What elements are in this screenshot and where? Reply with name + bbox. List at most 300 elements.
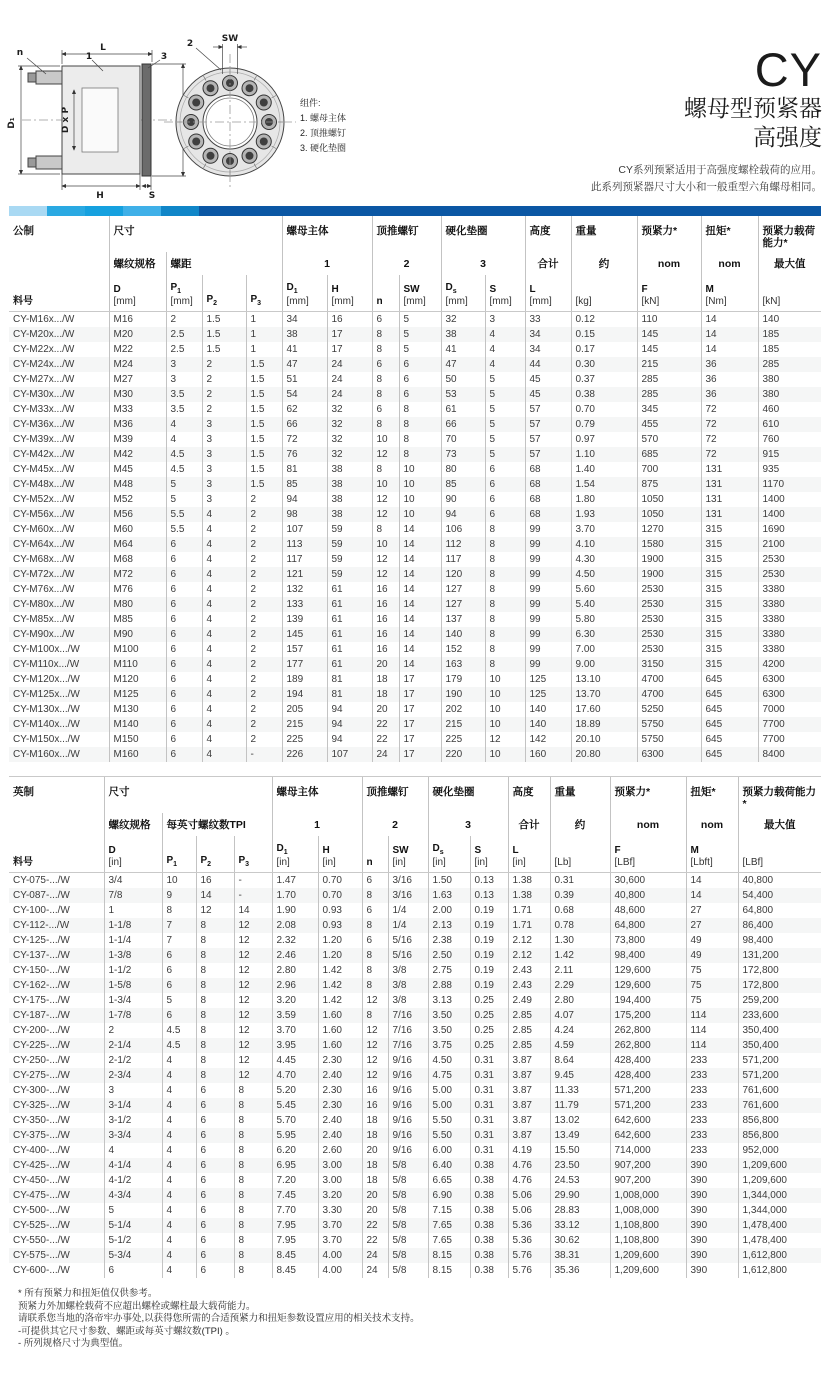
table-cell: 8 bbox=[399, 417, 441, 432]
table-cell: 6 bbox=[362, 933, 388, 948]
table-cell: 45 bbox=[525, 372, 571, 387]
table-cell: CY-M100x.../W bbox=[13, 644, 80, 655]
table-cell: 0.15 bbox=[571, 327, 637, 342]
header-cell: $P_1$ [mm] bbox=[166, 275, 202, 312]
table-cell: 7 bbox=[162, 933, 196, 948]
table-cell: 0.19 bbox=[470, 963, 508, 978]
table-cell: 1.63 bbox=[428, 888, 470, 903]
table-cell: 3.00 bbox=[318, 1158, 362, 1173]
table-cell: M120 bbox=[109, 672, 166, 687]
table-cell: 50 bbox=[441, 372, 485, 387]
table-cell: 185 bbox=[758, 342, 821, 357]
table-cell: 6.65 bbox=[428, 1173, 470, 1188]
table-cell: 36 bbox=[701, 357, 758, 372]
header-cell: 2 bbox=[372, 252, 441, 275]
table-cell: 315 bbox=[701, 582, 758, 597]
table-cell: 315 bbox=[701, 657, 758, 672]
table-cell: 7/16 bbox=[388, 1023, 428, 1038]
table-cell: 72 bbox=[701, 447, 758, 462]
table-cell: CY-M90x.../W bbox=[13, 629, 75, 640]
header-cell: 1 bbox=[272, 813, 362, 836]
table-cell: 34 bbox=[525, 327, 571, 342]
table-cell: 1,209,600 bbox=[738, 1158, 821, 1173]
table-cell: 4.24 bbox=[550, 1023, 610, 1038]
table-cell: 10 bbox=[372, 477, 399, 492]
table-cell: M24 bbox=[109, 357, 166, 372]
table-cell: 700 bbox=[637, 462, 701, 477]
table-cell: 12 bbox=[234, 993, 272, 1008]
header-cell: 尺寸 bbox=[109, 216, 282, 252]
table-cell: M110 bbox=[109, 657, 166, 672]
header-cell: 顶推螺钉 bbox=[362, 777, 428, 813]
table-cell: 6 bbox=[162, 1008, 196, 1023]
table-cell: 172,800 bbox=[738, 963, 821, 978]
table-cell: 57 bbox=[525, 417, 571, 432]
table-cell: CY-M30x.../W bbox=[13, 389, 75, 400]
table-cell: 6 bbox=[485, 492, 525, 507]
table-cell: 117 bbox=[441, 552, 485, 567]
table-cell: 1,478,400 bbox=[738, 1218, 821, 1233]
table-cell: 2530 bbox=[758, 567, 821, 582]
table-cell: 8 bbox=[485, 582, 525, 597]
table-cell: 4 bbox=[162, 1173, 196, 1188]
table-cell: 40,800 bbox=[738, 873, 821, 889]
table-cell: 3380 bbox=[758, 642, 821, 657]
table-cell: 22 bbox=[362, 1233, 388, 1248]
dim-label-DxP: D x P bbox=[61, 106, 71, 134]
table-cell: 4 bbox=[162, 1248, 196, 1263]
table-cell: 6 bbox=[372, 357, 399, 372]
table-cell: 1.42 bbox=[550, 948, 610, 963]
table-cell: 12 bbox=[234, 948, 272, 963]
table-cell: 129,600 bbox=[610, 963, 686, 978]
table-cell: 14 bbox=[686, 873, 738, 889]
table-cell: 2-1/2 bbox=[104, 1053, 162, 1068]
table-cell: CY-575-.../W bbox=[13, 1250, 70, 1261]
table-cell: 32 bbox=[327, 447, 372, 462]
table-cell: 915 bbox=[758, 447, 821, 462]
table-cell: 2 bbox=[246, 582, 282, 597]
table-cell: 140 bbox=[441, 627, 485, 642]
table-cell: 14 bbox=[399, 627, 441, 642]
header-cell: S [mm] bbox=[485, 275, 525, 312]
table-cell: 714,000 bbox=[610, 1143, 686, 1158]
table-cell: 75 bbox=[686, 963, 738, 978]
table-cell: 390 bbox=[686, 1233, 738, 1248]
table-cell: 14 bbox=[399, 537, 441, 552]
table-cell: 9/16 bbox=[388, 1128, 428, 1143]
table-cell: 75 bbox=[686, 993, 738, 1008]
dim-label-D1: D₁ bbox=[7, 117, 17, 129]
table-cell: 8.15 bbox=[428, 1263, 470, 1278]
table-cell: 1.5 bbox=[246, 387, 282, 402]
table-cell: 1.5 bbox=[246, 417, 282, 432]
table-cell: 4.45 bbox=[272, 1053, 318, 1068]
table-cell: 1.54 bbox=[571, 477, 637, 492]
table-cell: 4 bbox=[104, 1143, 162, 1158]
table-cell: 179 bbox=[441, 672, 485, 687]
table-cell: 27 bbox=[686, 918, 738, 933]
table-cell: 8 bbox=[234, 1158, 272, 1173]
table-cell: 5.36 bbox=[508, 1218, 550, 1233]
table-cell: 4 bbox=[162, 1233, 196, 1248]
table-cell: CY-087-.../W bbox=[13, 890, 70, 901]
table-cell: 8.45 bbox=[272, 1263, 318, 1278]
table-cell: 33.12 bbox=[550, 1218, 610, 1233]
header-row bbox=[9, 836, 821, 873]
table-cell: 12 bbox=[362, 1068, 388, 1083]
table-cell: CY-M130x.../W bbox=[13, 704, 80, 715]
table-cell: 0.70 bbox=[571, 402, 637, 417]
table-cell: 18 bbox=[362, 1113, 388, 1128]
callout-3: 3 bbox=[160, 52, 168, 62]
table-row bbox=[9, 1083, 821, 1098]
table-cell: 28.83 bbox=[550, 1203, 610, 1218]
table-cell: 53 bbox=[441, 387, 485, 402]
table-cell: CY-175-.../W bbox=[13, 995, 70, 1006]
table-cell: 3/8 bbox=[388, 963, 428, 978]
bolt-center-icon bbox=[246, 84, 254, 92]
table-cell: 3.70 bbox=[318, 1233, 362, 1248]
table-cell: 22 bbox=[362, 1218, 388, 1233]
table-cell: 1.38 bbox=[508, 888, 550, 903]
header-cell: M [Nm] bbox=[701, 275, 758, 312]
product-description bbox=[591, 162, 822, 195]
table-cell: 61 bbox=[327, 657, 372, 672]
table-cell: 2.96 bbox=[272, 978, 318, 993]
table-cell: 907,200 bbox=[610, 1173, 686, 1188]
table-cell: M39 bbox=[109, 432, 166, 447]
table-cell: 5/8 bbox=[388, 1263, 428, 1278]
table-cell: 72 bbox=[701, 432, 758, 447]
header-cell: [Lb] bbox=[550, 836, 610, 873]
table-cell: 350,400 bbox=[738, 1038, 821, 1053]
table-cell: M33 bbox=[109, 402, 166, 417]
table-row bbox=[9, 462, 821, 477]
table-cell: CY-475-.../W bbox=[13, 1190, 70, 1201]
table-cell: 81 bbox=[282, 462, 327, 477]
table-cell: 3.50 bbox=[428, 1008, 470, 1023]
table-row bbox=[9, 933, 821, 948]
table-cell: 0.31 bbox=[470, 1083, 508, 1098]
table-cell: 12 bbox=[234, 1068, 272, 1083]
table-cell: 49 bbox=[686, 948, 738, 963]
table-cell: 285 bbox=[637, 372, 701, 387]
table-cell: 4 bbox=[162, 1143, 196, 1158]
table-cell: 8 bbox=[196, 1023, 234, 1038]
table-cell: 4.76 bbox=[508, 1158, 550, 1173]
table-cell: 4.59 bbox=[550, 1038, 610, 1053]
table-cell: 10 bbox=[485, 672, 525, 687]
table-cell: 10 bbox=[162, 873, 196, 889]
header-cell: S [in] bbox=[470, 836, 508, 873]
table-cell: 8 bbox=[234, 1218, 272, 1233]
table-cell: 4 bbox=[485, 357, 525, 372]
table-cell: 13.70 bbox=[571, 687, 637, 702]
table-cell: 1,008,000 bbox=[610, 1203, 686, 1218]
table-cell: 1.90 bbox=[272, 903, 318, 918]
table-row bbox=[9, 732, 821, 747]
table-cell: 5/8 bbox=[388, 1203, 428, 1218]
table-cell: 6 bbox=[196, 1188, 234, 1203]
footnote-line: * 所有预紧力和扭矩值仅供参考。 bbox=[18, 1288, 158, 1299]
table-cell: 1 bbox=[246, 312, 282, 328]
table-row bbox=[9, 978, 821, 993]
table-cell: 16 bbox=[362, 1098, 388, 1113]
table-cell: 12 bbox=[372, 552, 399, 567]
table-cell: 64,800 bbox=[738, 903, 821, 918]
table-cell: 225 bbox=[282, 732, 327, 747]
table-cell: 3.87 bbox=[508, 1083, 550, 1098]
table-cell: 4 bbox=[202, 657, 246, 672]
table-cell: 4 bbox=[202, 672, 246, 687]
table-cell: 1.5 bbox=[202, 312, 246, 328]
table-cell: 1.93 bbox=[571, 507, 637, 522]
header-cell: 预紧力* bbox=[610, 777, 686, 813]
title-block bbox=[591, 43, 822, 195]
table-cell: 8 bbox=[399, 447, 441, 462]
table-cell: 66 bbox=[282, 417, 327, 432]
table-row bbox=[9, 873, 821, 889]
table-cell: 1.60 bbox=[318, 1038, 362, 1053]
table-cell: 1.38 bbox=[508, 873, 550, 889]
table-cell: 233 bbox=[686, 1068, 738, 1083]
table-cell: 1270 bbox=[637, 522, 701, 537]
table-cell: 2.5 bbox=[166, 342, 202, 357]
table-cell: 113 bbox=[282, 537, 327, 552]
table-cell: 8 bbox=[485, 627, 525, 642]
table-cell: 3.20 bbox=[272, 993, 318, 1008]
table-cell: 8 bbox=[234, 1083, 272, 1098]
table-cell: 33 bbox=[525, 312, 571, 328]
table-cell: 32 bbox=[327, 402, 372, 417]
table-cell: 3.87 bbox=[508, 1128, 550, 1143]
table-cell: 20.10 bbox=[571, 732, 637, 747]
table-cell: 3.20 bbox=[318, 1188, 362, 1203]
table-cell: CY-M72x.../W bbox=[13, 569, 75, 580]
parts-legend bbox=[300, 96, 346, 156]
table-cell: - bbox=[234, 888, 272, 903]
table-cell: 10 bbox=[372, 537, 399, 552]
table-cell: 6300 bbox=[637, 747, 701, 762]
table-cell: 190 bbox=[441, 687, 485, 702]
table-cell: 62 bbox=[282, 402, 327, 417]
table-cell: 35.36 bbox=[550, 1263, 610, 1278]
table-cell: M27 bbox=[109, 372, 166, 387]
table-cell: 571,200 bbox=[738, 1068, 821, 1083]
table-cell: 2 bbox=[246, 492, 282, 507]
table-cell: 8 bbox=[234, 1263, 272, 1278]
header-cell: $D_1$ [mm] bbox=[282, 275, 327, 312]
table-cell: 17 bbox=[399, 672, 441, 687]
table-cell: 73 bbox=[441, 447, 485, 462]
table-cell: 1,344,000 bbox=[738, 1203, 821, 1218]
table-cell: 390 bbox=[686, 1203, 738, 1218]
table-cell: 1.42 bbox=[318, 978, 362, 993]
table-cell: 760 bbox=[758, 432, 821, 447]
table-cell: 177 bbox=[282, 657, 327, 672]
header-cell: 螺母主体 bbox=[272, 777, 362, 813]
table-cell: 12 bbox=[234, 1023, 272, 1038]
table-cell: 2.11 bbox=[550, 963, 610, 978]
table-row bbox=[9, 1113, 821, 1128]
table-cell: 6 bbox=[399, 357, 441, 372]
header-cell: 2 bbox=[362, 813, 428, 836]
table-cell: 14 bbox=[399, 582, 441, 597]
table-cell: 99 bbox=[525, 567, 571, 582]
table-cell: 131 bbox=[701, 462, 758, 477]
table-cell: M45 bbox=[109, 462, 166, 477]
product-name: 螺母型预紧器 bbox=[684, 94, 822, 121]
table-cell: 8 bbox=[234, 1113, 272, 1128]
header-cell: 最大值 bbox=[758, 252, 821, 275]
header-cell: $P_2$ bbox=[196, 836, 234, 873]
table-cell: 4 bbox=[202, 507, 246, 522]
table-cell: 315 bbox=[701, 537, 758, 552]
table-cell: 16 bbox=[327, 312, 372, 328]
table-row bbox=[9, 747, 821, 762]
table-cell: CY-162-.../W bbox=[13, 980, 70, 991]
table-cell: CY-M80x.../W bbox=[13, 599, 75, 610]
table-cell: 4 bbox=[162, 1083, 196, 1098]
table-cell: 0.38 bbox=[470, 1233, 508, 1248]
table-cell: 1.20 bbox=[318, 933, 362, 948]
footnote-line: 预紧力外加螺栓载荷不应超出螺栓或螺柱最大载荷能力。 bbox=[18, 1300, 256, 1312]
table-cell: 163 bbox=[441, 657, 485, 672]
table-cell: 16 bbox=[372, 642, 399, 657]
table-cell: CY-375-.../W bbox=[13, 1130, 70, 1141]
table-cell: 205 bbox=[282, 702, 327, 717]
table-cell: 132 bbox=[282, 582, 327, 597]
table-cell: 345 bbox=[637, 402, 701, 417]
table-cell: 2.40 bbox=[318, 1113, 362, 1128]
table-cell: 1.5 bbox=[246, 357, 282, 372]
table-cell: 5.40 bbox=[571, 597, 637, 612]
table-row bbox=[9, 1098, 821, 1113]
table-cell: 94 bbox=[327, 702, 372, 717]
header-cell: H [mm] bbox=[327, 275, 372, 312]
table-cell: 13.49 bbox=[550, 1128, 610, 1143]
table-cell: 8 bbox=[362, 888, 388, 903]
table-cell: 3.87 bbox=[508, 1053, 550, 1068]
table-cell: 76 bbox=[282, 447, 327, 462]
table-cell: 160 bbox=[525, 747, 571, 762]
table-cell: 7/16 bbox=[388, 1008, 428, 1023]
table-cell: 2530 bbox=[637, 597, 701, 612]
header-cell: 1 bbox=[282, 252, 372, 275]
table-cell: 2 bbox=[104, 1023, 162, 1038]
table-row bbox=[9, 537, 821, 552]
table-cell: 233 bbox=[686, 1128, 738, 1143]
table-cell: 1170 bbox=[758, 477, 821, 492]
table-cell: 14 bbox=[701, 327, 758, 342]
table-cell: 194,400 bbox=[610, 993, 686, 1008]
table-cell: 3380 bbox=[758, 597, 821, 612]
table-cell: 38 bbox=[327, 462, 372, 477]
table-cell: 117 bbox=[282, 552, 327, 567]
table-cell: M90 bbox=[109, 627, 166, 642]
table-cell: 22 bbox=[372, 732, 399, 747]
table-cell: M150 bbox=[109, 732, 166, 747]
header-cell: H [in] bbox=[318, 836, 362, 873]
table-cell: 107 bbox=[327, 747, 372, 762]
table-cell: 14 bbox=[399, 522, 441, 537]
header-cell: 每英寸螺纹数TPI bbox=[162, 813, 272, 836]
table-cell: 17 bbox=[399, 717, 441, 732]
table-cell: 2.80 bbox=[550, 993, 610, 1008]
table-cell: 3-1/2 bbox=[104, 1113, 162, 1128]
table-cell: 2 bbox=[246, 642, 282, 657]
table-cell: 30,600 bbox=[610, 873, 686, 889]
table-cell: 32 bbox=[327, 432, 372, 447]
table-cell: 12 bbox=[372, 567, 399, 582]
table-cell: 5/16 bbox=[388, 948, 428, 963]
header-cell: 3 bbox=[428, 813, 508, 836]
table-cell: 14 bbox=[399, 567, 441, 582]
table-cell: 4 bbox=[202, 567, 246, 582]
table-cell: 12 bbox=[234, 963, 272, 978]
table-cell: 145 bbox=[282, 627, 327, 642]
table-cell: 5 bbox=[166, 492, 202, 507]
table-cell: 2.85 bbox=[508, 1023, 550, 1038]
table-cell: 17 bbox=[327, 327, 372, 342]
table-cell: 1 bbox=[246, 327, 282, 342]
table-cell: 2 bbox=[246, 552, 282, 567]
table-cell: 6 bbox=[162, 948, 196, 963]
table-cell: 94 bbox=[327, 732, 372, 747]
table-cell: 8 bbox=[362, 918, 388, 933]
table-cell: 5.00 bbox=[428, 1083, 470, 1098]
header-cell: 料号 bbox=[9, 836, 104, 873]
table-cell: 68 bbox=[525, 492, 571, 507]
table-row bbox=[9, 687, 821, 702]
table-cell: 8 bbox=[196, 1068, 234, 1083]
table-cell: 2.38 bbox=[428, 933, 470, 948]
table-cell: 7.95 bbox=[272, 1233, 318, 1248]
table-cell: 2.00 bbox=[428, 903, 470, 918]
table-cell: 194 bbox=[282, 687, 327, 702]
table-cell: 642,600 bbox=[610, 1128, 686, 1143]
table-cell: 5.5 bbox=[166, 507, 202, 522]
table-cell: 16 bbox=[372, 612, 399, 627]
table-cell: 285 bbox=[637, 387, 701, 402]
table-cell: 4 bbox=[162, 1098, 196, 1113]
table-cell: 3.59 bbox=[272, 1008, 318, 1023]
table-cell: CY-M22x.../W bbox=[13, 344, 75, 355]
table-cell: 14 bbox=[399, 612, 441, 627]
table-cell: 61 bbox=[327, 582, 372, 597]
table-cell: 215 bbox=[637, 357, 701, 372]
table-cell: 8 bbox=[399, 402, 441, 417]
table-cell: 350,400 bbox=[738, 1023, 821, 1038]
table-cell: 20 bbox=[362, 1203, 388, 1218]
table-cell: 0.31 bbox=[470, 1128, 508, 1143]
table-cell: M30 bbox=[109, 387, 166, 402]
header-cell: nom bbox=[637, 252, 701, 275]
table-row bbox=[9, 672, 821, 687]
table-cell: 22 bbox=[372, 717, 399, 732]
table-cell: 5 bbox=[485, 372, 525, 387]
table-cell: 0.70 bbox=[318, 888, 362, 903]
table-cell: 4 bbox=[162, 1263, 196, 1278]
table-cell: 8 bbox=[196, 963, 234, 978]
table-cell: 4 bbox=[202, 642, 246, 657]
table-cell: 5.70 bbox=[272, 1113, 318, 1128]
table-row bbox=[9, 1173, 821, 1188]
table-cell: 30.62 bbox=[550, 1233, 610, 1248]
table-cell: 38 bbox=[327, 492, 372, 507]
header-cell: L [in] bbox=[508, 836, 550, 873]
